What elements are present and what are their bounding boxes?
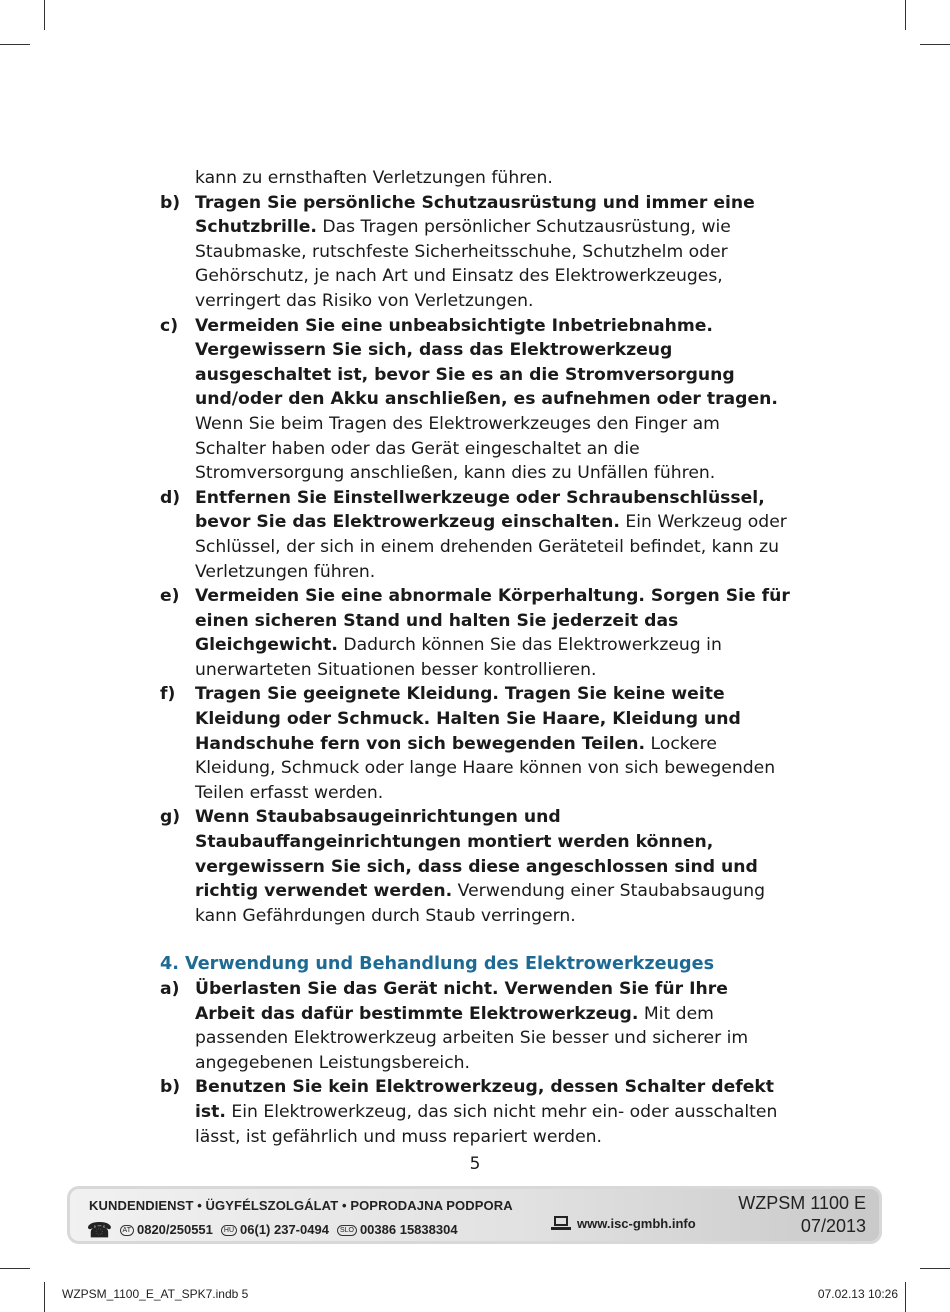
item-bold-text: Vermeiden Sie eine abnormale Körperhaltung. Sorgen Sie für einen sicheren Stand und halten Sie jederzeit das Gleichgewicht.: [195, 586, 790, 656]
list-item: [160, 314, 790, 486]
model-info: [738, 1192, 866, 1238]
list-item: [160, 486, 790, 584]
laptop-icon: [551, 1216, 571, 1230]
item-text: Dadurch können Sie das Elektrowerkzeug in unerwarteten Situationen besser kontrollieren.: [195, 635, 722, 680]
phone-entry: [221, 1222, 329, 1237]
item-text: Ein Werkzeug oder Schlüssel, der sich in einem drehenden Geräteteil befindet, kann zu Verletzungen führen.: [195, 512, 787, 582]
item-text: Lockere Kleidung, Schmuck oder lange Haare können von sich bewegenden Teilen erfasst werden.: [195, 733, 776, 803]
list-item: [160, 584, 790, 682]
item-label: b): [160, 192, 181, 213]
continuation-text: kann zu ernsthaften Verletzungen führen.: [195, 168, 553, 188]
section-3-list: [160, 191, 790, 929]
item-bold-text: Entfernen Sie Einstellwerkzeuge oder Schraubenschlüssel, bevor Sie das Elektrowerkzeug einschalten.: [195, 487, 765, 533]
website-link[interactable]: [551, 1216, 696, 1231]
country-badge: AT: [120, 1225, 134, 1236]
item-bold-text: Benutzen Sie kein Elektrowerkzeug, dessen Schalter defekt ist.: [195, 1077, 775, 1122]
country-badge: HU: [221, 1225, 237, 1236]
model-name: WZPSM 1100 E: [738, 1193, 866, 1213]
crop-mark: [920, 1268, 950, 1269]
item-label: g): [160, 807, 181, 828]
item-text: Wenn Sie beim Tragen des Elektrowerkzeuges den Finger am Schalter haben oder das Gerät eingeschaltet an die Stromversorgung anschließen, kann dies zu Unfällen führen.: [195, 413, 720, 484]
section-4-heading: 4. Verwendung und Behandlung des Elektrowerkzeuges: [160, 954, 715, 975]
list-item: [160, 191, 790, 314]
print-file-info: WZPSM_1100_E_AT_SPK7.indb 5: [62, 1287, 249, 1301]
crop-mark: [905, 0, 906, 30]
item-bold-text: Überlasten Sie das Gerät nicht. Verwenden Sie für Ihre Arbeit das dafür bestimmte Elektrowerkzeug.: [195, 979, 728, 1024]
phone-number: 0820/250551: [136, 1222, 213, 1237]
service-footer: [67, 1186, 882, 1244]
country-badge: SLO: [337, 1225, 357, 1236]
list-item: [160, 977, 790, 1075]
item-label: e): [160, 586, 180, 607]
item-label: b): [160, 1077, 181, 1098]
item-bold-text: Vermeiden Sie eine unbeabsichtigte Inbetriebnahme. Vergewissern Sie sich, dass das Elektrowerkzeug ausgeschaltet ist, bevor Sie es an die Stromversorgung und/oder den Akku anschließen, es aufnehmen oder tragen.: [195, 315, 778, 410]
item-bold-text: Tragen Sie persönliche Schutzausrüstung und immer eine Schutzbrille.: [195, 192, 755, 238]
item-label: a): [160, 979, 180, 999]
list-item: [160, 1075, 790, 1149]
print-timestamp: 07.02.13 10:26: [817, 1287, 898, 1301]
item-text: Verwendung einer Staubabsaugung kann Gefährdungen durch Staub verringern.: [195, 881, 766, 926]
phone-entry: [120, 1222, 213, 1237]
item-label: c): [160, 315, 179, 336]
section-4-list: [160, 977, 790, 1149]
crop-mark: [44, 0, 45, 30]
phone-number: 06(1) 237-0494: [240, 1222, 329, 1237]
phone-list: [120, 1222, 458, 1237]
list-item: [160, 805, 790, 928]
phone-entry: [337, 1222, 458, 1237]
service-title: KUNDENDIENST • ÜGYFÉLSZOLGÁLAT • POPRODAJNA PODPORA: [89, 1198, 513, 1213]
item-text: Das Tragen persönlicher Schutzausrüstung, wie Staubmaske, rutschfeste Sicherheitsschuhe, Schutzhelm oder Gehörschutz, je nach Art und Einsatz des Elektrowerkzeuges, verringert das Risiko von Verletzungen.: [195, 217, 731, 311]
model-date: 07/2013: [800, 1216, 866, 1236]
phone-row: [87, 1218, 458, 1243]
crop-mark: [0, 44, 30, 45]
item-text: Mit dem passenden Elektrowerkzeug arbeiten Sie besser und sicherer im angegebenen Leistungsbereich.: [195, 1003, 749, 1073]
crop-mark: [905, 1282, 906, 1312]
website-text: www.isc-gmbh.info: [577, 1216, 696, 1231]
page-content: [160, 166, 790, 1149]
item-label: f): [160, 684, 176, 705]
item-bold-text: Wenn Staubabsaugeinrichtungen und Staubauffangeinrichtungen montiert werden können, vergewissern Sie sich, dass diese angeschlossen sind und richtig verwendet werden.: [195, 807, 758, 902]
telephone-icon: ☎: [87, 1220, 112, 1242]
crop-mark: [44, 1282, 45, 1312]
crop-mark: [0, 1268, 30, 1269]
crop-mark: [920, 44, 950, 45]
item-bold-text: Tragen Sie geeignete Kleidung. Tragen Sie keine weite Kleidung oder Schmuck. Halten Sie Haare, Kleidung und Handschuhe fern von sich bewegenden Teilen.: [195, 684, 741, 754]
phone-number: 00386 15838304: [359, 1222, 458, 1237]
list-item: [160, 682, 790, 805]
item-label: d): [160, 487, 181, 508]
page-number: 5: [469, 1154, 481, 1174]
item-text: Ein Elektrowerkzeug, das sich nicht mehr ein- oder ausschalten lässt, ist gefährlich und muss repariert werden.: [195, 1101, 778, 1147]
